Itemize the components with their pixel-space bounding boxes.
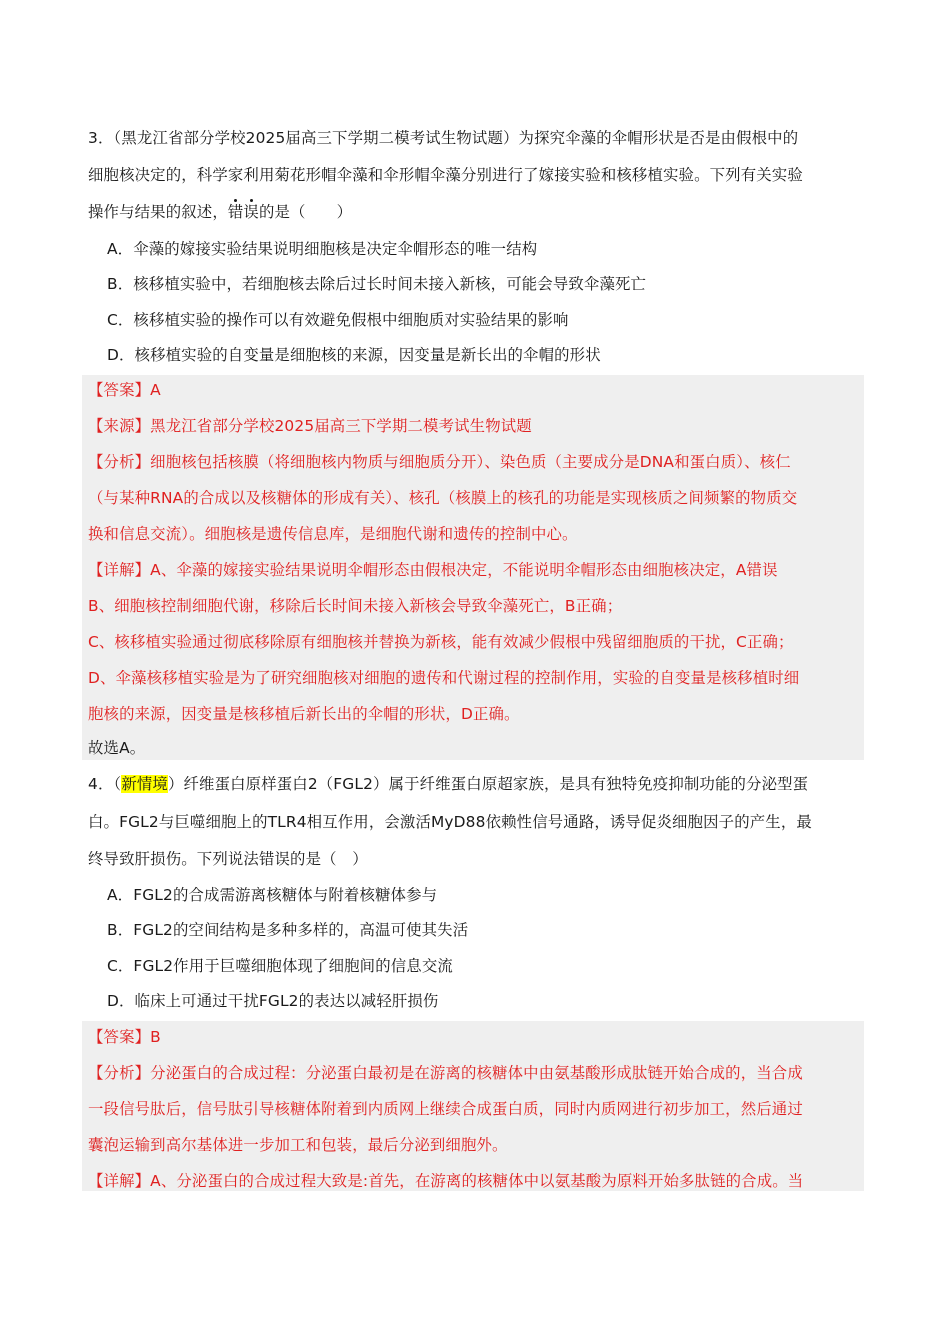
q3-answer: 【答案】A (88, 381, 161, 399)
q3-source: 【来源】黑龙江省部分学校2025届高三下学期二模考试生物试题 (88, 417, 532, 435)
q3-stem-line-1: 3．（黑龙江省部分学校2025届高三下学期二模考试生物试题）为探究伞藻的伞帽形状是否是由假根中的 (88, 129, 799, 147)
q4-option-c: C．FGL2作用于巨噬细胞体现了细胞间的信息交流 (107, 957, 453, 975)
new-context-tag: 新情境 (121, 775, 168, 793)
q3-analysis-line-3: 换和信息交流）。细胞核是遗传信息库，是细胞代谢和遗传的控制中心。 (88, 525, 578, 543)
q3-option-c: C．核移植实验的操作可以有效避免假根中细胞质对实验结果的影响 (107, 311, 569, 329)
q4-stem-line-3: 终导致肝损伤。下列说法错误的是（ ） (88, 850, 368, 868)
q4-stem-line-2: 白。FGL2与巨噬细胞上的TLR4相互作用，会激活MyD88依赖性信号通路，诱导促炎细胞因子的产生，最 (88, 813, 812, 831)
q3-stem-text: 的是（ ） (258, 203, 353, 221)
q4-analysis-line-1: 【分析】分泌蛋白的合成过程：分泌蛋白最初是在游离的核糖体中由氨基酸形成肽链开始合成的，当合成 (88, 1064, 803, 1082)
q3-option-d: D．核移植实验的自变量是细胞核的来源，因变量是新长出的伞帽的形状 (107, 346, 601, 364)
emphasis-char: 误 (243, 203, 259, 221)
q4-answer: 【答案】B (88, 1028, 161, 1046)
q4-option-d: D．临床上可通过干扰FGL2的表达以减轻肝损伤 (107, 992, 439, 1010)
q3-detail-line-4: D、伞藻核移植实验是为了研究细胞核对细胞的遗传和代谢过程的控制作用，实验的自变量是核移植时细 (88, 669, 800, 687)
q3-stem-line-3 (88, 202, 863, 222)
q3-detail-line-5: 胞核的来源，因变量是核移植后新长出的伞帽的形状，D正确。 (88, 705, 520, 723)
q3-conclusion: 故选A。 (88, 739, 146, 757)
q3-analysis-line-1: 【分析】细胞核包括核膜（将细胞核内物质与细胞质分开）、染色质（主要成分是DNA和蛋白质）、核仁 (88, 453, 791, 471)
q4-analysis-line-2: 一段信号肽后，信号肽引导核糖体附着到内质网上继续合成蛋白质，同时内质网进行初步加工，然后通过 (88, 1100, 803, 1118)
q4-option-b: B．FGL2的空间结构是多种多样的，高温可使其失活 (107, 921, 469, 939)
q3-detail-line-3: C、核移植实验通过彻底移除原有细胞核并替换为新核，能有效减少假根中残留细胞质的干扰，C正确； (88, 633, 794, 651)
q4-number: 4．（ (88, 775, 122, 793)
q4-detail-line-1: 【详解】A、分泌蛋白的合成过程大致是:首先，在游离的核糖体中以氨基酸为原料开始多肽链的合成。当 (88, 1172, 804, 1190)
q3-stem-line-2: 细胞核决定的，科学家利用菊花形帽伞藻和伞形帽伞藻分别进行了嫁接实验和核移植实验。下列有关实验 (88, 166, 803, 184)
q3-detail-line-1: 【详解】A、伞藻的嫁接实验结果说明伞帽形态由假根决定，不能说明伞帽形态由细胞核决定，A错误 (88, 561, 778, 579)
emphasis-char: 错 (227, 203, 244, 221)
q4-stem-line-1 (88, 774, 863, 794)
q4-analysis-line-3: 囊泡运输到高尔基体进一步加工和包装，最后分泌到细胞外。 (88, 1136, 508, 1154)
q3-analysis-line-2: （与某种RNA的合成以及核糖体的形成有关）、核孔（核膜上的核孔的功能是实现核质之间频繁的物质交 (88, 489, 798, 507)
q4-option-a: A．FGL2的合成需游离核糖体与附着核糖体参与 (107, 886, 438, 904)
q4-stem-text: ）纤维蛋白原样蛋白2（FGL2）属于纤维蛋白原超家族，是具有独特免疫抑制功能的分泌型蛋 (167, 775, 809, 793)
q3-stem-text: 操作与结果的叙述， (88, 203, 228, 221)
q3-option-b: B．核移植实验中，若细胞核去除后过长时间未接入新核，可能会导致伞藻死亡 (107, 275, 647, 293)
q3-option-a: A．伞藻的嫁接实验结果说明细胞核是决定伞帽形态的唯一结构 (107, 240, 538, 258)
q3-detail-line-2: B、细胞核控制细胞代谢，移除后长时间未接入新核会导致伞藻死亡，B正确； (88, 597, 623, 615)
